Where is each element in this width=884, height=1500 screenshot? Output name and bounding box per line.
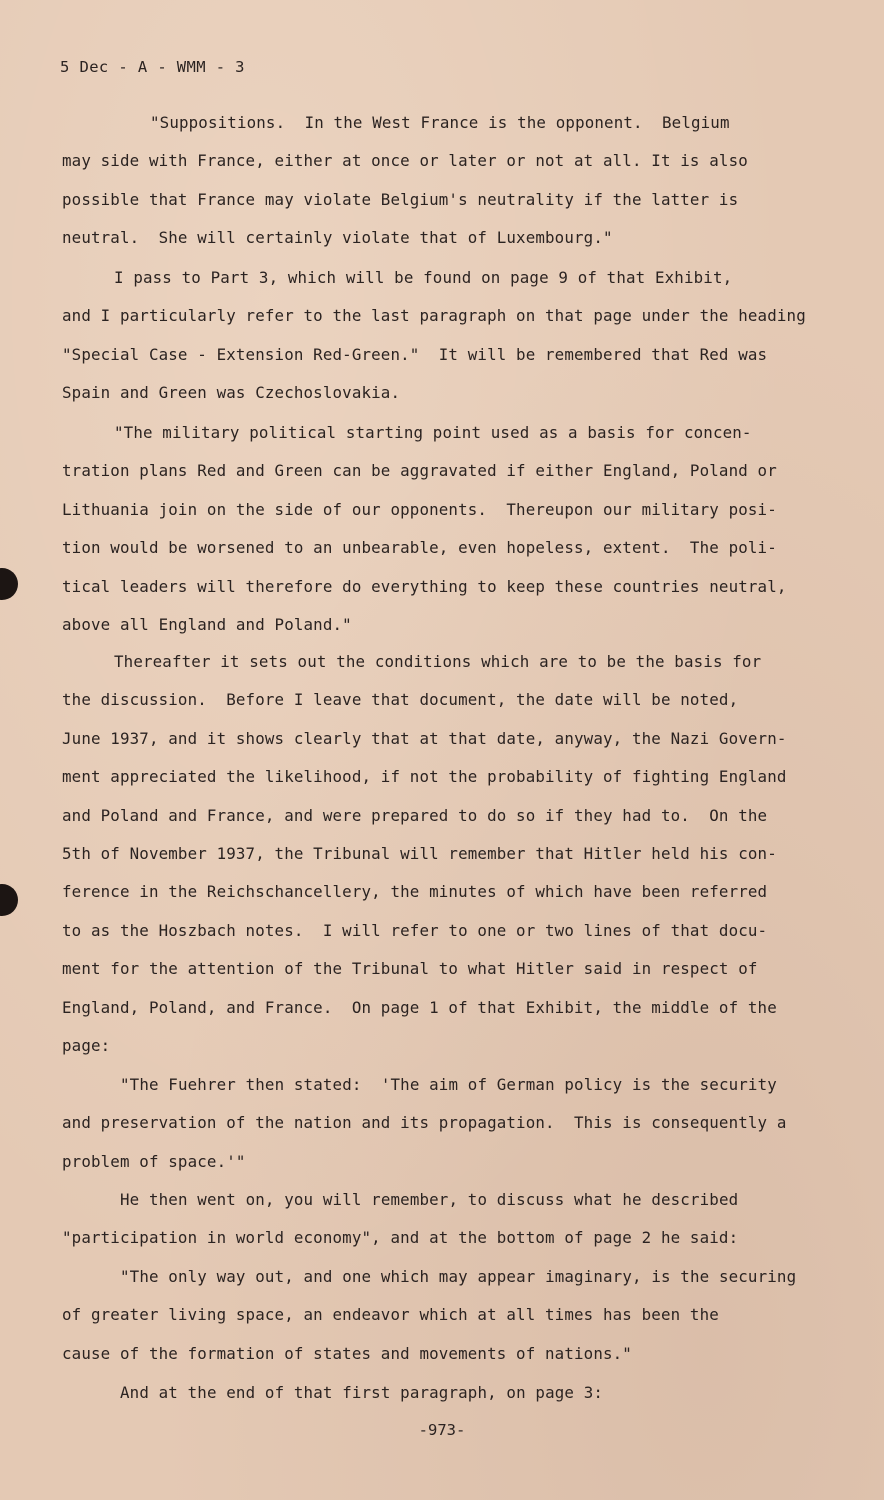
text-line: ference in the Reichschancellery, the minutes of which have been referred xyxy=(62,882,768,902)
paragraph-thereafter xyxy=(62,643,822,1065)
text-line: tical leaders will therefore do everything to keep these countries neutral, xyxy=(62,576,787,596)
text-line: may side with France, either at once or later or not at all. It is also xyxy=(62,151,748,171)
paragraph-military-political xyxy=(62,414,822,644)
page-header: 5 Dec - A - WMM - 3 xyxy=(60,58,245,76)
quote-only-way-out xyxy=(62,1258,822,1373)
paragraph-end-first xyxy=(62,1374,822,1412)
text-line: and I particularly refer to the last paragraph on that page under the heading xyxy=(62,306,806,326)
text-line: problem of space.'" xyxy=(62,1151,246,1171)
text-line: neutral. She will certainly violate that of Luxembourg." xyxy=(62,228,613,248)
text-line: tration plans Red and Green can be aggravated if either England, Poland or xyxy=(62,461,777,481)
text-line: ment appreciated the likelihood, if not the probability of fighting England xyxy=(62,767,787,787)
text-line: possible that France may violate Belgium's neutrality if the latter is xyxy=(62,189,739,209)
text-line: Spain and Green was Czechoslovakia. xyxy=(62,383,401,403)
text-line: the discussion. Before I leave that document, the date will be noted, xyxy=(62,690,739,710)
text-line: He then went on, you will remember, to discuss what he described xyxy=(120,1190,739,1209)
page-number: -973- xyxy=(418,1421,466,1439)
text-line: England, Poland, and France. On page 1 of that Exhibit, the middle of the xyxy=(62,997,777,1017)
text-line: I pass to Part 3, which will be found on page 9 of that Exhibit, xyxy=(114,268,733,287)
text-line: June 1937, and it shows clearly that at that date, anyway, the Nazi Govern- xyxy=(62,728,787,748)
text-line: ment for the attention of the Tribunal to what Hitler said in respect of xyxy=(62,959,758,979)
text-line: "Special Case - Extension Red-Green." It will be remembered that Red was xyxy=(62,344,768,364)
text-line: page: xyxy=(62,1035,111,1055)
text-line: above all England and Poland." xyxy=(62,614,352,634)
text-line: tion would be worsened to an unbearable, even hopeless, extent. The poli- xyxy=(62,538,777,558)
paragraph-world-economy xyxy=(62,1181,822,1258)
text-line: "The military political starting point used as a basis for concen- xyxy=(114,423,752,442)
text-line: And at the end of that first paragraph, on page 3: xyxy=(120,1383,604,1402)
text-line: and preservation of the nation and its propagation. This is consequently a xyxy=(62,1113,787,1133)
text-line: "The only way out, and one which may appear imaginary, is the securing xyxy=(120,1267,797,1286)
text-line: "The Fuehrer then stated: 'The aim of German policy is the security xyxy=(120,1075,777,1094)
text-line: Thereafter it sets out the conditions which are to be the basis for xyxy=(114,652,762,671)
text-line: 5th of November 1937, the Tribunal will remember that Hitler held his con- xyxy=(62,843,777,863)
text-line: "participation in world economy", and at the bottom of page 2 he said: xyxy=(62,1228,739,1248)
text-line: "Suppositions. In the West France is the opponent. Belgium xyxy=(150,113,730,132)
punch-hole-top xyxy=(0,568,18,600)
text-line: to as the Hoszbach notes. I will refer to one or two lines of that docu- xyxy=(62,920,768,940)
text-line: Lithuania join on the side of our opponents. Thereupon our military posi- xyxy=(62,499,777,519)
text-line: cause of the formation of states and movements of nations." xyxy=(62,1343,632,1363)
paragraph-part-3 xyxy=(62,259,822,413)
punch-hole-bottom xyxy=(0,884,18,916)
text-line: of greater living space, an endeavor which at all times has been the xyxy=(62,1305,719,1325)
paragraph-suppositions xyxy=(62,104,822,258)
text-line: and Poland and France, and were prepared to do so if they had to. On the xyxy=(62,805,768,825)
quote-fuehrer-stated xyxy=(62,1066,822,1181)
